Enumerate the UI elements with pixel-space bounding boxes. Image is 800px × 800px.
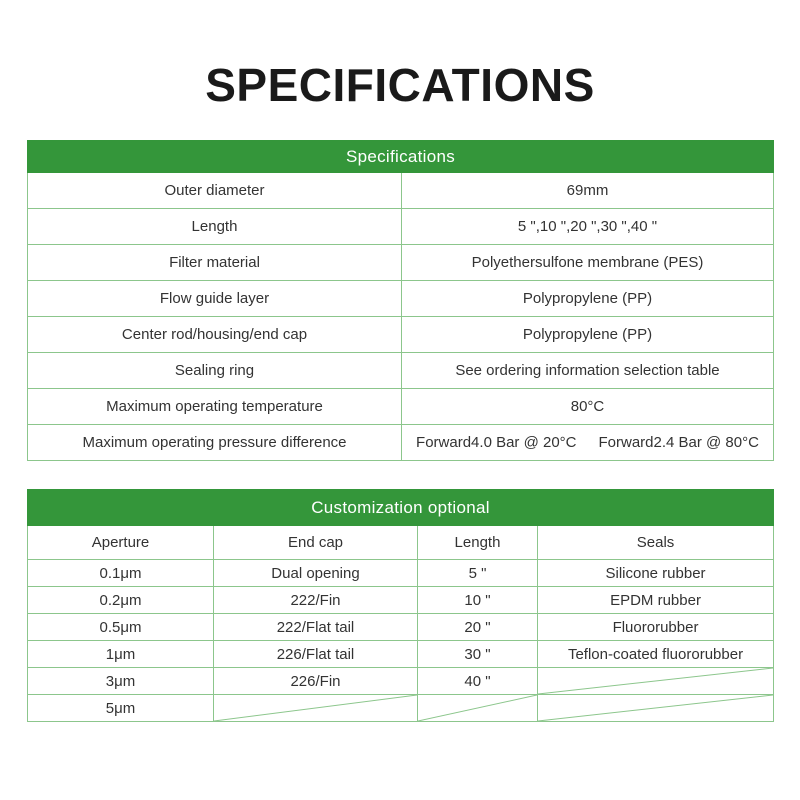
spec-value: Polypropylene (PP) xyxy=(402,281,774,317)
end-cap-cell: 222/Fin xyxy=(214,587,418,614)
aperture-cell: 1μm xyxy=(28,641,214,668)
pressure-forward-20c: Forward4.0 Bar @ 20°C xyxy=(416,434,577,451)
spec-label: Filter material xyxy=(28,245,402,281)
seals-cell: Silicone rubber xyxy=(538,560,774,587)
spec-value: 69mm xyxy=(402,173,774,209)
spec-value: Polyethersulfone membrane (PES) xyxy=(402,245,774,281)
spec-label: Flow guide layer xyxy=(28,281,402,317)
column-header-end-cap: End cap xyxy=(214,526,418,560)
pressure-forward-80c: Forward2.4 Bar @ 80°C xyxy=(598,434,759,451)
table-row xyxy=(28,317,774,353)
aperture-cell: 0.1μm xyxy=(28,560,214,587)
table-row xyxy=(28,587,774,614)
table-row xyxy=(28,641,774,668)
specifications-header: Specifications xyxy=(28,141,774,173)
seals-cell: Fluororubber xyxy=(538,614,774,641)
spec-value: 80°C xyxy=(402,389,774,425)
table-row xyxy=(28,560,774,587)
spec-label: Maximum operating pressure difference xyxy=(28,425,402,461)
customization-header: Customization optional xyxy=(28,490,774,526)
aperture-cell: 0.2μm xyxy=(28,587,214,614)
diagonal-line xyxy=(538,695,773,721)
length-cell: 30 " xyxy=(418,641,538,668)
diagonal-line xyxy=(538,668,773,694)
length-cell: 20 " xyxy=(418,614,538,641)
end-cap-cell: 222/Flat tail xyxy=(214,614,418,641)
end-cap-cell: 226/Fin xyxy=(214,668,418,695)
table-row xyxy=(28,695,774,722)
column-header-seals: Seals xyxy=(538,526,774,560)
table-row xyxy=(28,614,774,641)
table-row xyxy=(28,245,774,281)
empty-cell xyxy=(418,695,538,722)
column-header-aperture: Aperture xyxy=(28,526,214,560)
spec-label: Outer diameter xyxy=(28,173,402,209)
column-header-length: Length xyxy=(418,526,538,560)
length-cell: 10 " xyxy=(418,587,538,614)
spec-value: See ordering information selection table xyxy=(402,353,774,389)
spec-label: Maximum operating temperature xyxy=(28,389,402,425)
spec-value: 5 ",10 ",20 ",30 ",40 " xyxy=(402,209,774,245)
table-row xyxy=(28,425,774,461)
seals-cell: EPDM rubber xyxy=(538,587,774,614)
customization-table xyxy=(27,489,774,722)
column-header-row xyxy=(28,526,774,560)
empty-cell xyxy=(538,668,774,695)
table-row xyxy=(28,281,774,317)
table-row xyxy=(28,209,774,245)
spec-label: Center rod/housing/end cap xyxy=(28,317,402,353)
table-row xyxy=(28,389,774,425)
table-row xyxy=(28,173,774,209)
table-row xyxy=(28,353,774,389)
spec-value: Polypropylene (PP) xyxy=(402,317,774,353)
length-cell: 5 " xyxy=(418,560,538,587)
diagonal-line xyxy=(214,695,417,721)
aperture-cell: 0.5μm xyxy=(28,614,214,641)
page-title: SPECIFICATIONS xyxy=(205,59,595,111)
table-row xyxy=(28,668,774,695)
spec-label: Length xyxy=(28,209,402,245)
seals-cell: Teflon-coated fluororubber xyxy=(538,641,774,668)
end-cap-cell: 226/Flat tail xyxy=(214,641,418,668)
aperture-cell: 5μm xyxy=(28,695,214,722)
diagonal-line xyxy=(418,695,537,721)
spec-label: Sealing ring xyxy=(28,353,402,389)
empty-cell xyxy=(214,695,418,722)
specifications-table xyxy=(27,140,774,461)
empty-cell xyxy=(538,695,774,722)
spec-value-pressure xyxy=(402,425,774,461)
end-cap-cell: Dual opening xyxy=(214,560,418,587)
length-cell: 40 " xyxy=(418,668,538,695)
aperture-cell: 3μm xyxy=(28,668,214,695)
